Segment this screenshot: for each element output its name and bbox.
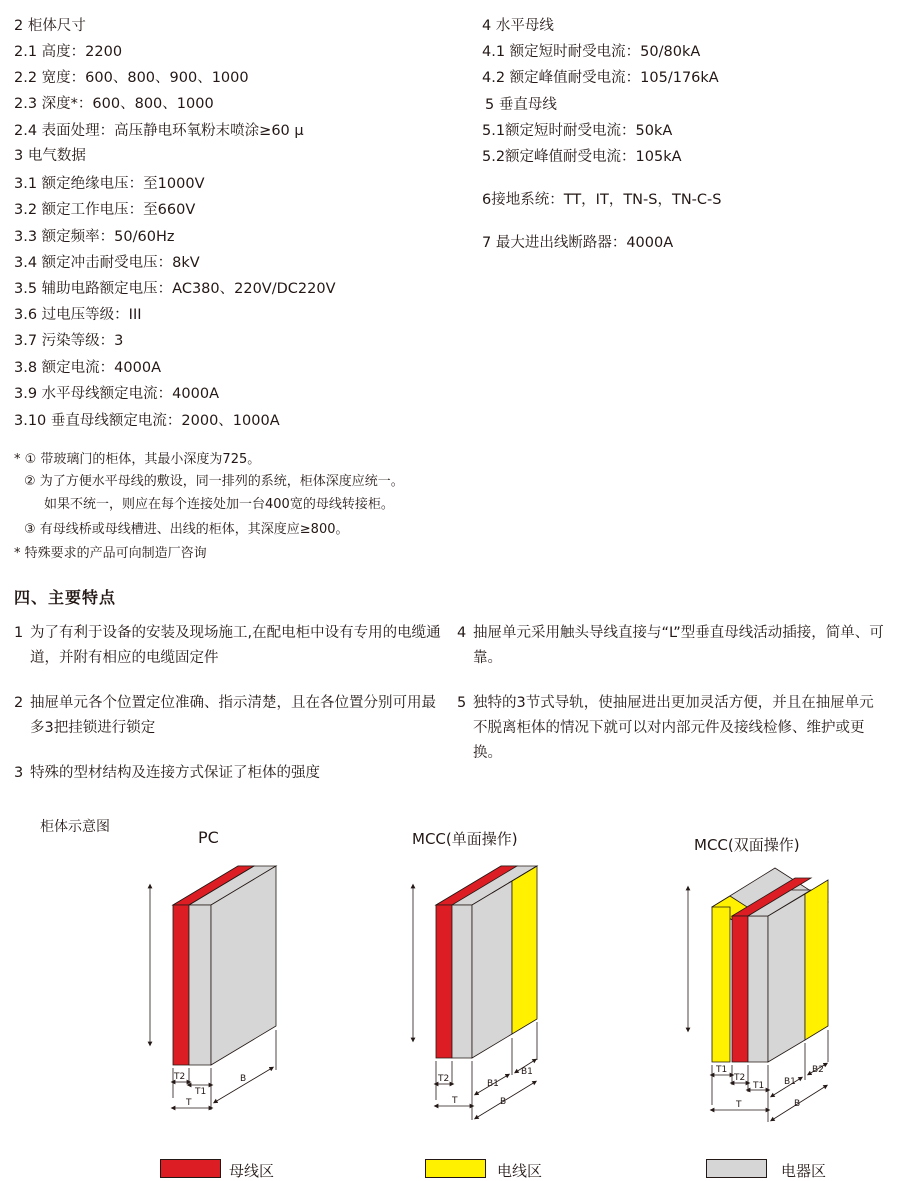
dim-label: T2 [174, 1072, 186, 1082]
mcc-double-back-top [712, 868, 828, 941]
feature-item [457, 621, 887, 671]
mcc-double-cable-front [712, 907, 730, 1062]
mcc-single-busbar-front [436, 905, 452, 1058]
mcc-double-cabinet [712, 868, 828, 1062]
pc-front [189, 905, 211, 1065]
mcc-double-busbar-front [732, 916, 748, 1062]
dim-label: T [452, 1096, 458, 1106]
busbar-swatch [160, 1159, 221, 1178]
spec-line: 4.1 额定短时耐受电流：50/80kA [482, 44, 701, 60]
feature-text: 抽屉单元各个位置定位准确、指示清楚，且在各位置分别可用最多3把挂锁进行锁定 [30, 695, 436, 736]
mcc-double-side-equip [768, 894, 805, 1062]
mcc-double-busbar-top [732, 878, 811, 916]
mcc-single-side-equip [472, 881, 512, 1058]
spec-line: 3.10 垂直母线额定电流：2000、1000A [14, 413, 280, 429]
feature-item [457, 691, 887, 766]
dim-label: T1 [753, 1081, 765, 1091]
footnote: * ① 带玻璃门的柜体，其最小深度为725。 [14, 452, 261, 467]
mcc-double-front [748, 916, 768, 1062]
spec-line: 5.1额定短时耐受电流：50kA [482, 123, 673, 139]
pc-dimensions [150, 886, 276, 1110]
spec-line: 4 水平母线 [482, 18, 554, 34]
dim-label: B1 [521, 1067, 533, 1077]
cable-label: 电线区 [497, 1162, 543, 1180]
spec-line: 4.2 额定峰值耐受电流：105/176kA [482, 70, 719, 86]
spec-line: 3.3 额定频率：50/60Hz [14, 229, 175, 245]
feature-number: 4 [457, 625, 467, 641]
feature-number: 1 [14, 625, 24, 641]
pc-top [173, 866, 276, 905]
feature-text: 特殊的型材结构及连接方式保证了柜体的强度 [30, 765, 320, 781]
spec-line: 3.8 额定电流：4000A [14, 360, 161, 376]
busbar-label: 母线区 [229, 1162, 275, 1180]
equipment-swatch [706, 1159, 767, 1178]
feature-number: 2 [14, 695, 24, 711]
pc-dim-labels [173, 1072, 246, 1108]
feature-number: 5 [457, 695, 467, 711]
mcc-single-dimensions [413, 886, 537, 1120]
feature-item [14, 691, 444, 741]
section-heading: 四、主要特点 [14, 588, 117, 607]
mcc-single-side-cable [512, 866, 537, 1034]
dim-label: B [500, 1097, 507, 1107]
footnote: * 特殊要求的产品可向制造厂咨询 [14, 546, 207, 561]
spec-line: 2.4 表面处理：高压静电环氧粉末喷涂≥60 μ [14, 123, 304, 139]
mcc-double-dimensions [688, 888, 828, 1122]
spec-line: 3.1 额定绝缘电压：至1000V [14, 176, 205, 192]
diagram-caption: 柜体示意图 [40, 819, 110, 835]
feature-text: 抽屉单元采用触头导线直接与“L”型垂直母线活动插接，简单、可靠。 [473, 625, 884, 666]
spec-line: 3.7 污染等级：3 [14, 333, 124, 349]
mcc-single-title: MCC(单面操作) [412, 830, 518, 848]
dim-label: T [186, 1098, 192, 1108]
dim-label: B2 [812, 1065, 824, 1075]
mcc-double-side-cable [805, 880, 828, 1040]
feature-text: 独特的3节式导轨，使抽屉进出更加灵活方便，并且在抽屉单元不脱离柜体的情况下就可以对内部元件及接线检修、维护或更换。 [473, 695, 874, 761]
pc-title: PC [198, 828, 219, 847]
dim-label: B1 [487, 1079, 499, 1089]
mcc-single-busbar-top [436, 866, 517, 905]
mcc-double-title: MCC(双面操作) [694, 836, 800, 854]
pc-side [211, 866, 276, 1065]
spec-line: 3.5 辅助电路额定电压：AC380、220V/DC220V [14, 281, 336, 297]
pc-cabinet [173, 866, 276, 1065]
dim-label: B [240, 1074, 247, 1084]
spec-line: 2.3 深度*：600、800、1000 [14, 96, 214, 112]
spec-line: 3 电气数据 [14, 148, 86, 164]
cable-swatch [425, 1159, 486, 1178]
feature-item [14, 761, 444, 786]
dim-label: B [794, 1099, 801, 1109]
mcc-single-top [436, 866, 537, 905]
spec-line: 2.1 高度：2200 [14, 44, 123, 60]
spec-line: 7 最大进出线断路器：4000A [482, 235, 674, 251]
mcc-single-dim-labels [437, 1067, 533, 1107]
feature-number: 3 [14, 765, 24, 781]
dim-label: T2 [438, 1074, 450, 1084]
pc-busbar-front [173, 905, 189, 1065]
spec-line: 2.2 宽度：600、800、900、1000 [14, 70, 249, 86]
dim-label: T2 [734, 1073, 746, 1083]
spec-line: 3.4 额定冲击耐受电压：8kV [14, 255, 200, 271]
dim-label: T1 [195, 1087, 207, 1097]
feature-text: 为了有利于设备的安装及现场施工,在配电柜中设有专用的电缆通道，并附有相应的电缆固定件 [30, 625, 441, 666]
mcc-double-dim-labels [715, 1065, 824, 1110]
mcc-double-back-cable [712, 896, 783, 941]
equipment-label: 电器区 [781, 1162, 827, 1180]
spec-line: 3.9 水平母线额定电流：4000A [14, 386, 219, 402]
spec-line: 3.2 额定工作电压：至660V [14, 202, 196, 218]
footnote: ② 为了方便水平母线的敷设，同一排列的系统，柜体深度应统一。 [24, 474, 404, 489]
pc-busbar-top [173, 866, 254, 905]
feature-item [14, 621, 444, 671]
dim-label: T [736, 1100, 742, 1110]
dim-label: T1 [716, 1065, 728, 1075]
spec-line: 5 垂直母线 [485, 97, 557, 113]
mcc-single-top-cable [492, 866, 537, 893]
mcc-single-front [452, 905, 472, 1058]
dim-label: B1 [784, 1077, 796, 1087]
mcc-single-cabinet [436, 866, 537, 1058]
spec-line: 2 柜体尺寸 [14, 18, 86, 34]
spec-line: 6接地系统：TT，IT，TN-S，TN-C-S [482, 192, 722, 208]
spec-line: 5.2额定峰值耐受电流：105kA [482, 149, 682, 165]
footnote: ③ 有母线桥或母线槽进、出线的柜体，其深度应≥800。 [24, 522, 349, 537]
mcc-double-top-equip [748, 890, 811, 916]
footnote: 如果不统一，则应在每个连接处加一台400宽的母线转接柜。 [44, 497, 394, 512]
spec-line: 3.6 过电压等级：III [14, 307, 142, 323]
